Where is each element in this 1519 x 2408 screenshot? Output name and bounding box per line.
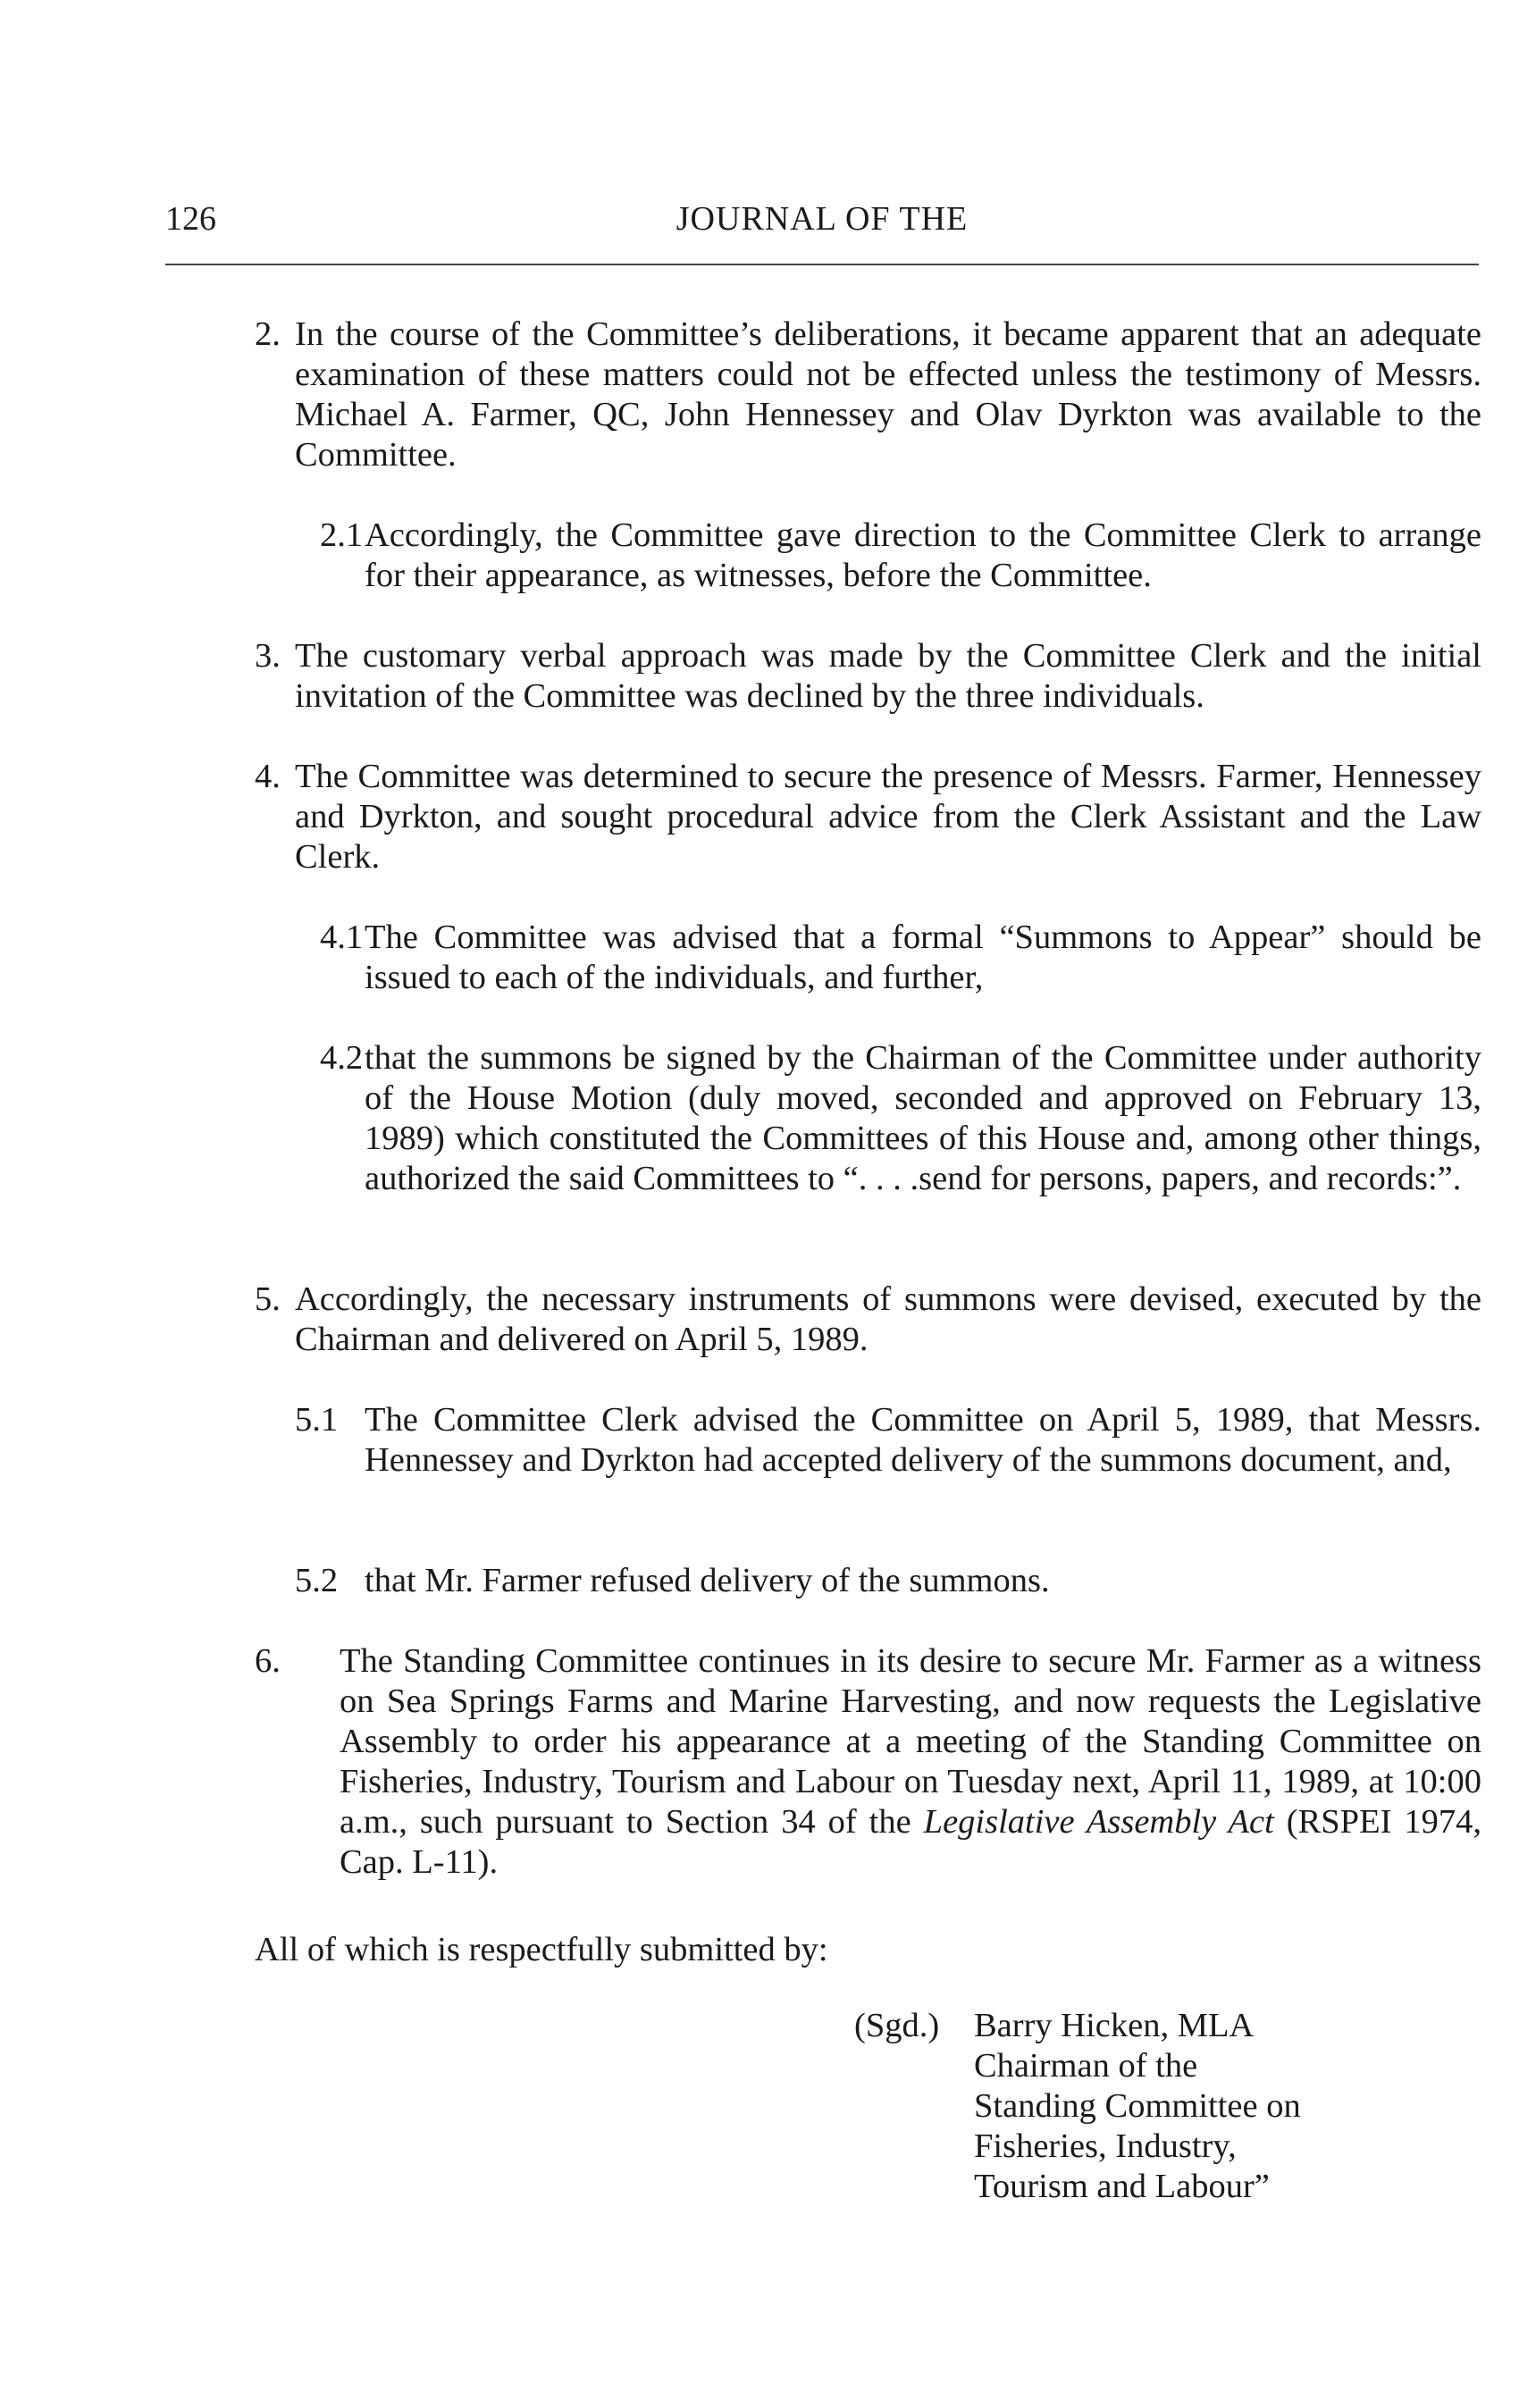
paragraph-2: In the course of the Committee’s deliberations, it became apparent that an adequate examination of these matters could not be effected unless the testimony of Messrs. Michael A. Farmer, QC, John Hennessey and Olav Dyrkton was available to the Committee. [295,315,1481,474]
page-number: 126 [165,200,216,238]
paragraph-6-text: The Standing Committee continues in its desire to secure Mr. Farmer as a witness on Sea Springs Farms and Marine Harvesting, and now requests the Legislative Assembly to order his appearance at a meeting of the Standing Committee on Fisheries, Industry, Tourism and Labour on Tuesday next, April 11, 1989, at 10:00 a.m., such pursuant to Section 34 of the [340,1642,1481,1841]
paragraph-6 [340,1641,1481,1883]
item-number-5-1: 5.1 [295,1401,339,1439]
paragraph-4-1: The Committee was advised that a formal “Summons to Appear” should be issued to each of the individuals, and further, [365,919,1481,996]
item-number-3: 3. [255,637,281,675]
item-number-4: 4. [255,758,281,795]
signature-title-line: Chairman of the [974,2047,1198,2085]
signature-prefix: (Sgd.) [854,2007,940,2044]
item-number-2-1: 2.1 [320,516,364,554]
page-header [165,192,1479,246]
item-number-5: 5. [255,1280,281,1318]
item-number-5-2: 5.2 [295,1562,339,1599]
paragraph-4-2: that the summons be signed by the Chairman of the Committee under authority of the House Motion (duly moved, seconded and approved on February 13, 1989) which constituted the Committees of this House and, among other things, authorized the said Committees to “. . . .send for persons, papers, and records:”. [365,1039,1481,1197]
paragraph-5-2: that Mr. Farmer refused delivery of the summons. [365,1562,1050,1599]
signature-block [974,2006,1301,2207]
paragraph-2-1: Accordingly, the Committee gave direction to the Committee Clerk to arrange for their appearance, as witnesses, before the Committee. [365,516,1481,594]
act-title: Legislative Assembly Act [923,1803,1274,1841]
signature-title-line: Tourism and Labour” [974,2168,1270,2205]
paragraph-4: The Committee was determined to secure the presence of Messrs. Farmer, Hennessey and Dyrkton, and sought procedural advice from the Clerk Assistant and the Law Clerk. [295,758,1481,876]
signature-title-line: Fisheries, Industry, [974,2127,1237,2165]
signature-name: Barry Hicken, MLA [974,2007,1255,2044]
item-number-6: 6. [255,1642,281,1680]
closing-line: All of which is respectfully submitted by: [255,1931,828,1968]
paragraph-3: The customary verbal approach was made by the Committee Clerk and the initial invitation of the Committee was declined by the three individuals. [295,637,1481,715]
item-number-4-2: 4.2 [320,1039,364,1077]
running-head: JOURNAL OF THE [676,200,969,238]
paragraph-5: Accordingly, the necessary instruments of summons were devised, executed by the Chairman and delivered on April 5, 1989. [295,1280,1481,1358]
item-number-2: 2. [255,315,281,353]
header-rule [165,264,1479,265]
paragraph-5-1: The Committee Clerk advised the Committee on April 5, 1989, that Messrs. Hennessey and Dyrkton had accepted delivery of the summons document, and, [365,1401,1481,1479]
item-number-4-1: 4.1 [320,919,364,956]
paragraph-6-citation: (RSPEI 1974, Cap. L-11). [340,1803,1481,1881]
signature-title-line: Standing Committee on [974,2087,1301,2125]
